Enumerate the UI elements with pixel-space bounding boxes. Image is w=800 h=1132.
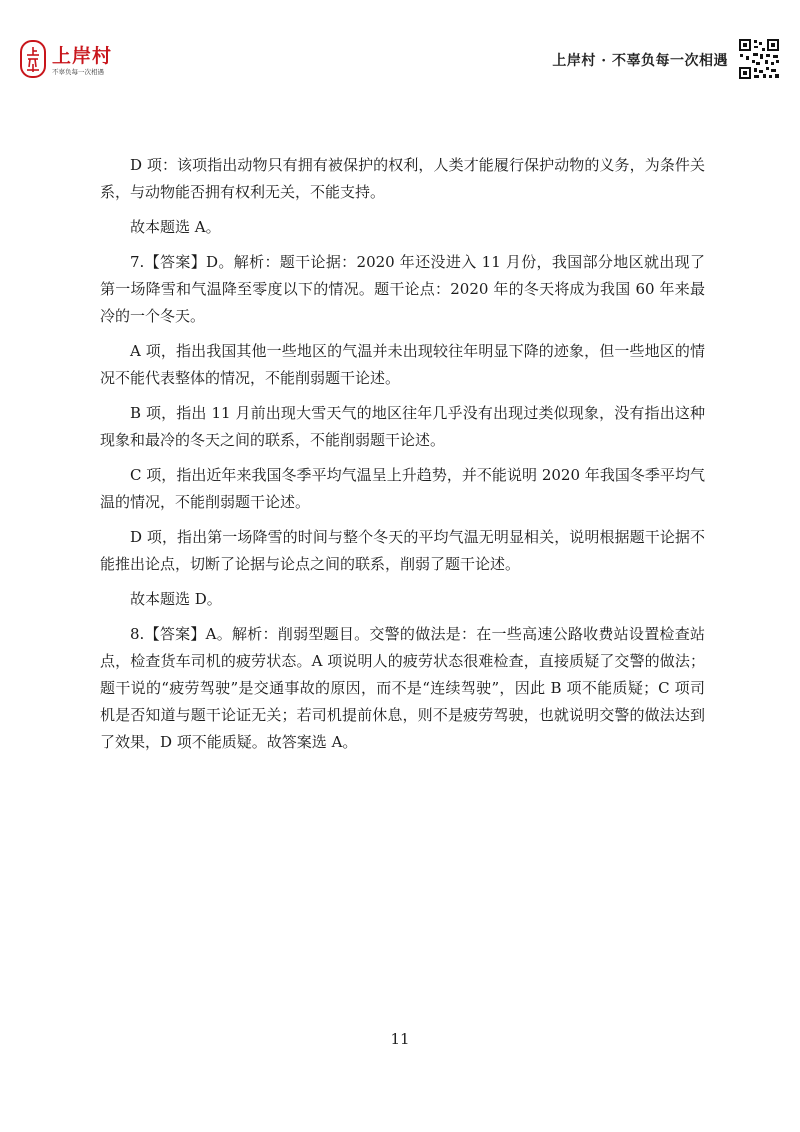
header-motto: 上岸村 · 不辜负每一次相遇 <box>552 53 728 69</box>
qr-code-icon <box>738 38 780 80</box>
page-number: 11 <box>390 1030 410 1048</box>
brand-logo <box>20 40 120 85</box>
paragraph-conclusion-q6: 故本题选 A。 <box>130 218 221 236</box>
page-header <box>0 0 800 100</box>
paragraph-answer-q8: 8.【答案】A。解析：削弱型题目。交警的做法是：在一些高速公路收费站设置检查站点，检查货车司机的疲劳状态。A 项说明人的疲劳状态很难检查，直接质疑了交警的做法；题干说的“疲劳驾驶”是交通事故的原因，而不是“连续驾驶”，因此 B 项不能质疑；C 项司机是否知道与题干论证无关；若司机提前休息，则不是疲劳驾驶，也就说明交警的做法达到了效果，D 项不能质疑。故答案选 A。 <box>100 625 705 751</box>
paragraph-option-d-q7: D 项，指出第一场降雪的时间与整个冬天的平均气温无明显相关，说明根据题干论据不能推出论点，切断了论据与论点之间的联系，削弱了题干论述。 <box>100 528 705 573</box>
paragraph-option-c-q7: C 项，指出近年来我国冬季平均气温呈上升趋势，并不能说明 2020 年我国冬季平均气温的情况，不能削弱题干论述。 <box>100 466 705 511</box>
document-body <box>100 152 705 764</box>
seal-icon <box>20 40 46 78</box>
brand-name: 上岸村 <box>52 45 113 67</box>
paragraph-conclusion-q7: 故本题选 D。 <box>130 590 222 608</box>
paragraph-option-b-q7: B 项，指出 11 月前出现大雪天气的地区往年几乎没有出现过类似现象，没有指出这种现象和最冷的冬天之间的联系，不能削弱题干论述。 <box>100 404 705 449</box>
paragraph-option-d-q6: D 项：该项指出动物只有拥有被保护的权利，人类才能履行保护动物的义务，为条件关系，与动物能否拥有权利无关，不能支持。 <box>100 156 705 201</box>
paragraph-option-a-q7: A 项，指出我国其他一些地区的气温并未出现较往年明显下降的迹象，但一些地区的情况不能代表整体的情况，不能削弱题干论述。 <box>100 342 705 387</box>
brand-slogan: 不辜负每一次相遇 <box>52 68 104 76</box>
paragraph-answer-q7: 7.【答案】D。解析：题干论据：2020 年还没进入 11 月份，我国部分地区就出现了第一场降雪和气温降至零度以下的情况。题干论点：2020 年的冬天将成为我国 60 年来最冷的一个冬天。 <box>100 253 705 325</box>
